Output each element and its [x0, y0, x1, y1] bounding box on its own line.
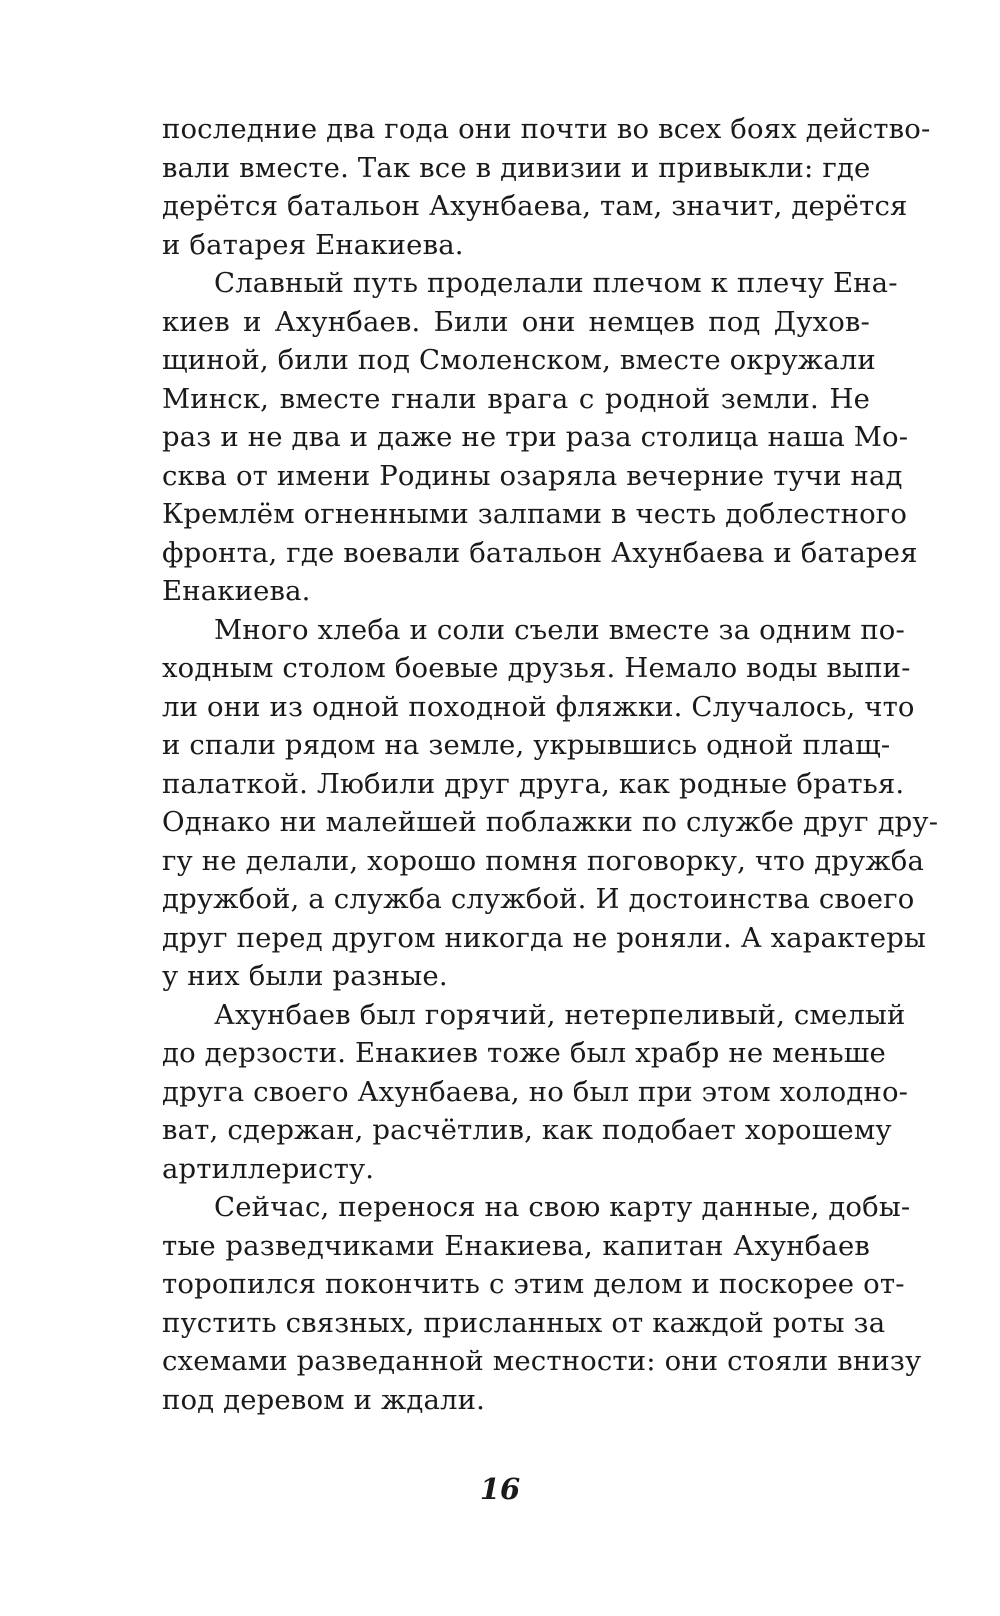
text-line: друг перед другом никогда не роняли. А характеры: [162, 921, 927, 954]
text-line: ли они из одной походной фляжки. Случалось, что: [162, 690, 915, 723]
text-line: у них были разные.: [162, 960, 448, 992]
paragraph: [162, 264, 918, 611]
text-line: Сейчас, перенося на свою карту данные, добы-: [214, 1191, 911, 1223]
paragraph: [162, 110, 931, 264]
text-line: артиллеристу.: [162, 1152, 375, 1185]
text-line: последние два года они почти во всех боях действо-: [162, 113, 931, 145]
text-line: гу не делали, хорошо помня поговорку, что дружба: [162, 844, 925, 877]
text-line: и спали рядом на земле, укрывшись одной плащ-: [162, 729, 891, 761]
text-line: фронта, где воевали батальон Ахунбаева и батарея: [162, 536, 918, 569]
text-line: ходным столом боевые друзья. Немало воды выпи-: [162, 652, 911, 684]
page-number: 16: [479, 1472, 521, 1506]
text-line: Много хлеба и соли съели вместе за одним по-: [214, 613, 905, 646]
text-line: под деревом и ждали.: [162, 1383, 486, 1416]
text-line: и батарея Енакиева.: [162, 228, 464, 261]
text-line: сква от имени Родины озаряла вечерние тучи над: [162, 459, 903, 492]
text-line: вали вместе. Так все в дивизии и привыкли: где: [162, 151, 871, 184]
text-line: друга своего Ахунбаева, но был при этом холодно-: [162, 1075, 909, 1108]
text-line: дерётся батальон Ахунбаева, там, значит, дерётся: [162, 190, 908, 222]
text-line: до дерзости. Енакиев тоже был храбр не меньше: [162, 1037, 886, 1069]
text-line: Ахунбаев был горячий, нетерпеливый, смелый: [214, 998, 906, 1031]
text-line: Енакиева.: [162, 575, 311, 607]
text-line: ват, сдержан, расчётлив, как подобает хорошему: [162, 1114, 892, 1146]
text-line: торопился покончить с этим делом и поскорее от-: [162, 1268, 905, 1300]
text-line: Кремлём огненными залпами в честь доблестного: [162, 498, 908, 530]
paragraph: [162, 996, 909, 1189]
text-line: Однако ни малейшей поблажки по службе друг дру-: [162, 806, 939, 838]
text-line: щиной, били под Смоленском, вместе окружали: [162, 344, 876, 376]
text-line: тые разведчиками Енакиева, капитан Ахунбаев: [162, 1229, 870, 1262]
paragraph: [162, 611, 939, 996]
text-line: схемами разведанной местности: они стояли внизу: [162, 1345, 922, 1377]
text-line: дружбой, а служба службой. И достоинства своего: [162, 883, 915, 915]
text-line: пустить связных, присланных от каждой роты за: [162, 1306, 886, 1339]
text-line: киев и Ахунбаев. Били они немцев под Духов-: [162, 305, 870, 338]
text-line: Минск, вместе гнали врага с родной земли. Не: [162, 382, 870, 415]
body-text: [162, 110, 939, 1419]
text-line: Славный путь проделали плечом к плечу Ена-: [214, 267, 898, 299]
text-line: раз и не два и даже не три раза столица наша Мо-: [162, 421, 909, 453]
text-line: палаткой. Любили друг друга, как родные братья.: [162, 767, 905, 800]
paragraph: [162, 1188, 922, 1419]
